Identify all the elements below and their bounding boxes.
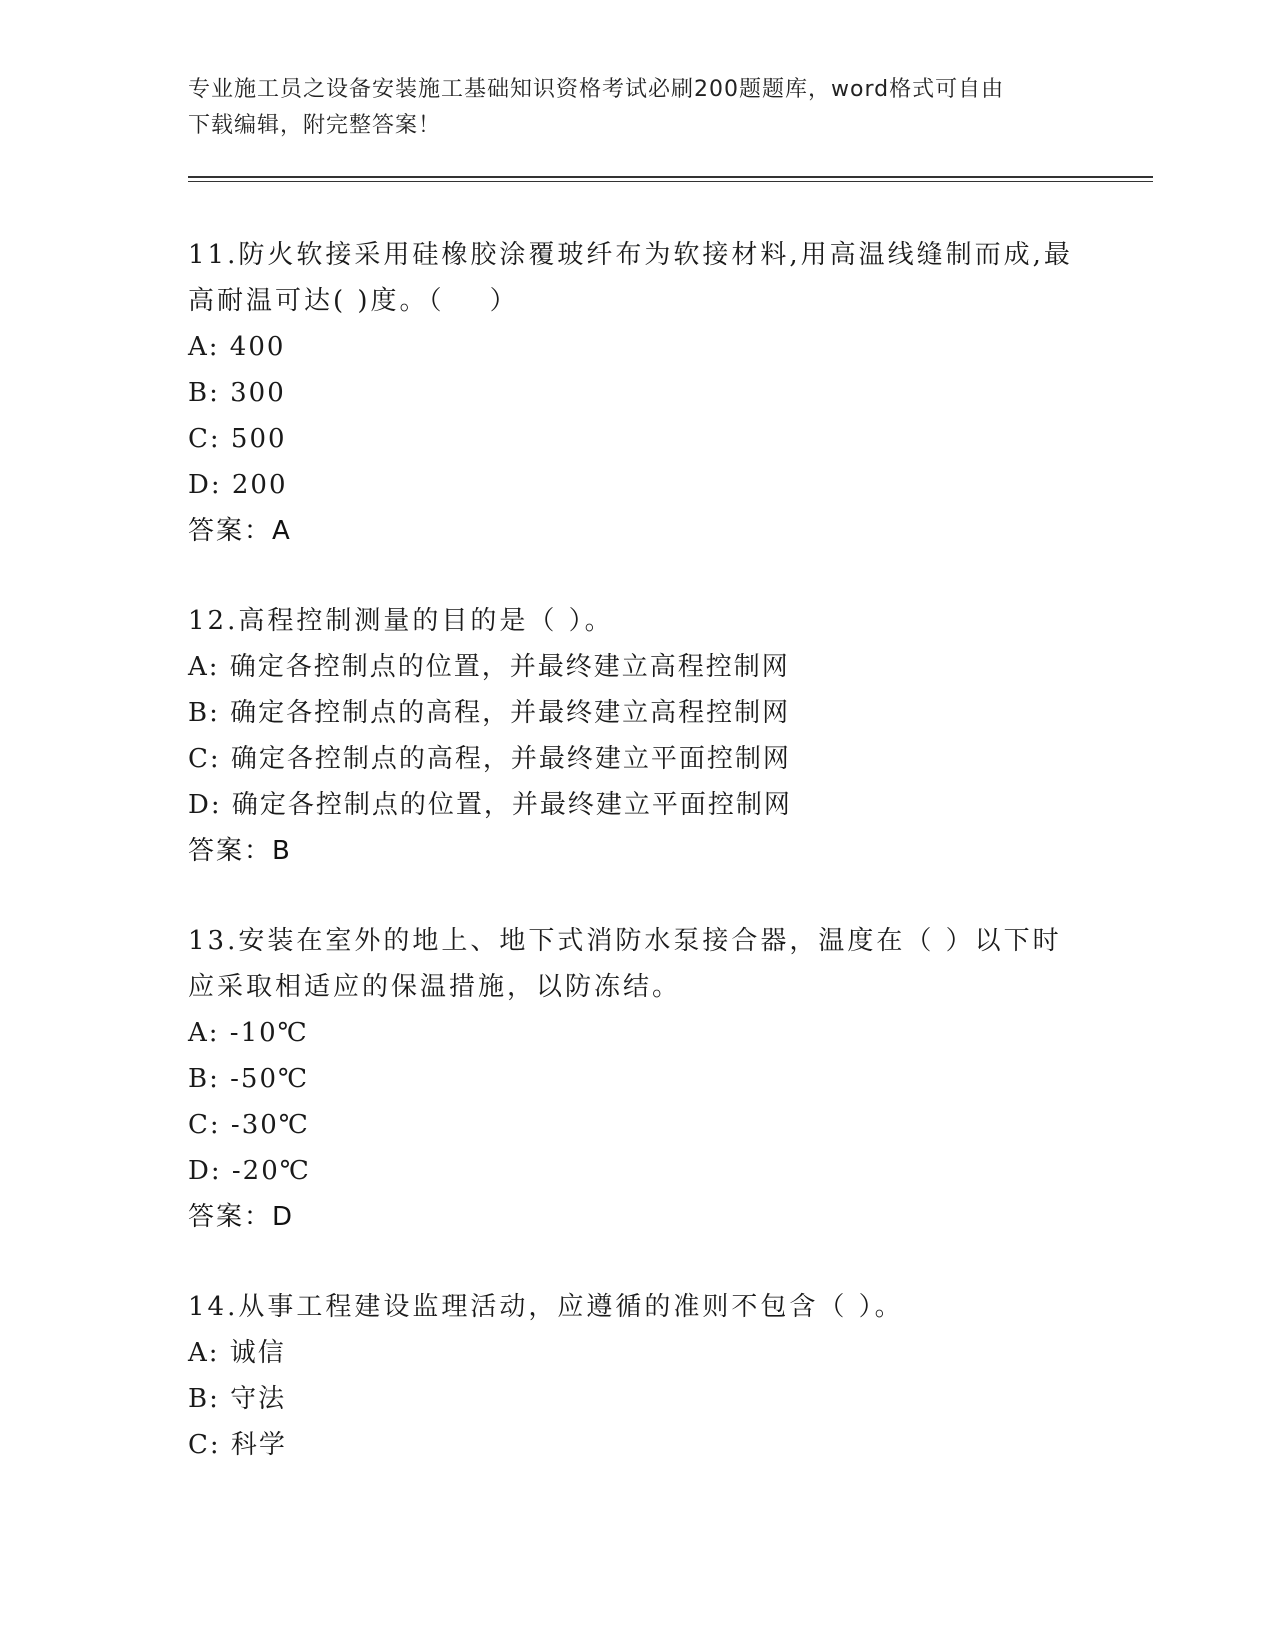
option-b: B: 确定各控制点的高程，并最终建立高程控制网 (188, 698, 791, 728)
option-c: C: 科学 (188, 1430, 287, 1460)
option-b: B: 守法 (188, 1384, 287, 1414)
header-line-1: 专业施工员之设备安装施工基础知识资格考试必刷200题题库，word格式可自由 (188, 77, 1005, 102)
question-12 (188, 598, 1088, 874)
answer-line: 答案：A (188, 516, 292, 546)
question-14 (188, 1284, 1088, 1468)
option-d: D: -20℃ (188, 1156, 311, 1186)
question-list (188, 232, 1088, 1468)
option-c: C: 确定各控制点的高程，并最终建立平面控制网 (188, 744, 791, 774)
option-b: B: 300 (188, 378, 286, 408)
option-a: A: 确定各控制点的位置，并最终建立高程控制网 (188, 652, 790, 682)
answer-line: 答案：D (188, 1202, 295, 1232)
question-text-line: 13.安装在室外的地上、地下式消防水泵接合器，温度在（ ）以下时 (188, 926, 1062, 956)
header-divider-thin (188, 181, 1153, 182)
option-c: C: 500 (188, 424, 287, 454)
question-text-line: 12.高程控制测量的目的是（ ）。 (188, 606, 614, 636)
answer-line: 答案：B (188, 836, 292, 866)
option-a: A: -10℃ (188, 1018, 309, 1048)
option-a: A: 400 (188, 332, 286, 362)
option-d: D: 确定各控制点的位置，并最终建立平面控制网 (188, 790, 792, 820)
header-divider-thick (188, 176, 1153, 178)
question-13 (188, 918, 1088, 1240)
question-text-line: 14.从事工程建设监理活动，应遵循的准则不包含（ ）。 (188, 1292, 904, 1322)
question-text-line: 高耐温可达( )度。（ ） (188, 286, 519, 316)
option-d: D: 200 (188, 470, 288, 500)
document-header (188, 72, 1068, 144)
header-line-2: 下载编辑，附完整答案！ (188, 113, 442, 138)
question-text-line: 11.防火软接采用硅橡胶涂覆玻纤布为软接材料,用高温线缝制而成,最 (188, 240, 1073, 270)
option-c: C: -30℃ (188, 1110, 310, 1140)
option-a: A: 诚信 (188, 1338, 286, 1368)
question-11 (188, 232, 1088, 554)
option-b: B: -50℃ (188, 1064, 310, 1094)
question-text-line: 应采取相适应的保温措施，以防冻结。 (188, 972, 682, 1002)
